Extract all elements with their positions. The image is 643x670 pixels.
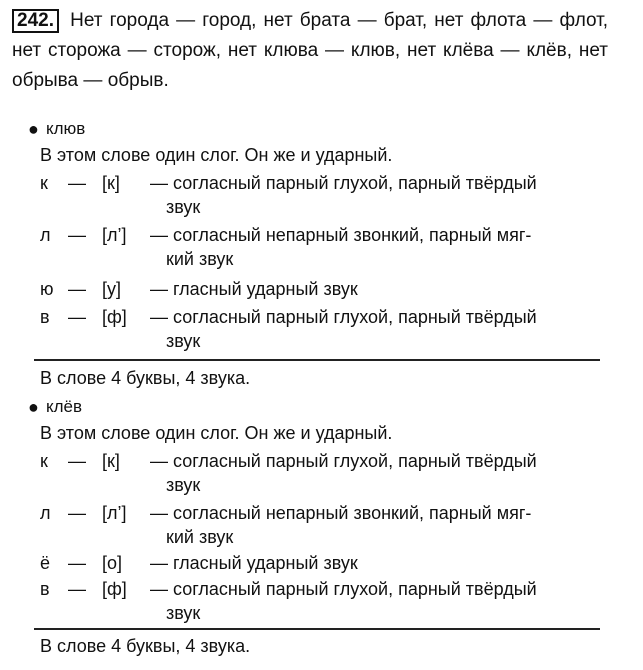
pair-3-base: флот bbox=[559, 10, 603, 31]
sound-description-cont: звук bbox=[166, 331, 201, 351]
sound-description: — согласный парный глухой, парный твёрдый bbox=[150, 579, 537, 599]
exercise-number: 242. bbox=[12, 9, 59, 33]
letter: в bbox=[40, 579, 50, 599]
pair-4-form: нет сторожа bbox=[12, 40, 121, 61]
sound-description: — согласный непарный звонкий, парный мяг- bbox=[150, 503, 532, 523]
dash: — bbox=[68, 173, 86, 193]
letter: в bbox=[40, 307, 50, 327]
summary-1: В слове 4 буквы, 4 звука. bbox=[40, 368, 251, 388]
pair-7-base: обрыв bbox=[107, 70, 164, 91]
sound: [л’] bbox=[102, 225, 127, 245]
sound-description-cont: кий звук bbox=[166, 527, 234, 547]
pair-3-sep: — bbox=[526, 10, 560, 31]
pair-5-sep: — bbox=[318, 40, 351, 61]
dash: — bbox=[68, 307, 86, 327]
bullet-icon: ● bbox=[28, 397, 39, 417]
sound: [о] bbox=[102, 553, 123, 573]
pair-2-base: брат bbox=[383, 10, 422, 31]
sound-description: — согласный непарный звонкий, парный мяг- bbox=[150, 225, 532, 245]
pair-1-form: Нет города bbox=[70, 10, 170, 31]
pair-6-sep: — bbox=[493, 40, 527, 61]
letter: к bbox=[40, 451, 48, 471]
pair-2-sep: — bbox=[350, 10, 384, 31]
syllable-note: В этом слове один слог. Он же и ударный. bbox=[40, 423, 393, 443]
letter: к bbox=[40, 173, 48, 193]
letter: ю bbox=[40, 279, 54, 299]
sound-description: — гласный ударный звук bbox=[150, 553, 358, 573]
bullet-icon: ● bbox=[28, 119, 39, 139]
sound: [у] bbox=[102, 279, 122, 299]
analyzed-word: клёв bbox=[46, 397, 83, 416]
dash: — bbox=[68, 225, 86, 245]
pair-6-form: нет клёва bbox=[407, 40, 494, 61]
analyzed-word: клюв bbox=[46, 119, 86, 138]
summary-2: В слове 4 буквы, 4 звука. bbox=[40, 636, 251, 656]
sound-description-cont: звук bbox=[166, 603, 201, 623]
sound-description-cont: звук bbox=[166, 475, 201, 495]
sound-description: — согласный парный глухой, парный твёрдый bbox=[150, 451, 537, 471]
sound-description-cont: звук bbox=[166, 197, 201, 217]
pair-1-sep: — bbox=[169, 10, 203, 31]
dash: — bbox=[68, 503, 86, 523]
letter: л bbox=[40, 225, 51, 245]
pair-5-form: нет клюва bbox=[227, 40, 319, 61]
sound: [ф] bbox=[102, 307, 127, 327]
divider bbox=[34, 628, 600, 630]
sound-description-cont: кий звук bbox=[166, 249, 234, 269]
sound: [к] bbox=[102, 173, 120, 193]
dash: — bbox=[68, 553, 86, 573]
letter: л bbox=[40, 503, 51, 523]
exercise-text: 242. Нет города — город, нет брата — брат, нет флота — флот, нет сторожа — сторож, нет клюва — клюв, нет клёва — клёв, нет обрыва — обрыв. bbox=[12, 10, 609, 91]
sound-description: — согласный парный глухой, парный твёрдый bbox=[150, 173, 537, 193]
pair-4-base: сторож bbox=[153, 40, 216, 61]
letter: ё bbox=[40, 553, 51, 573]
dash: — bbox=[68, 579, 86, 599]
pair-2-form: нет брата bbox=[263, 10, 351, 31]
pair-3-form: нет флота bbox=[434, 10, 527, 31]
syllable-note: В этом слове один слог. Он же и ударный. bbox=[40, 145, 393, 165]
sound-description: — согласный парный глухой, парный твёрдый bbox=[150, 307, 537, 327]
dash: — bbox=[68, 279, 86, 299]
pair-4-sep: — bbox=[120, 40, 154, 61]
divider bbox=[34, 359, 600, 361]
pair-7-sep: — bbox=[78, 70, 108, 91]
dash: — bbox=[68, 451, 86, 471]
pair-5-base: клюв bbox=[350, 40, 395, 61]
pair-1-base: город bbox=[202, 10, 252, 31]
pair-6-base: клёв bbox=[526, 40, 567, 61]
sound: [ф] bbox=[102, 579, 127, 599]
sound: [л’] bbox=[102, 503, 127, 523]
pair-7-form: нет обрыва bbox=[12, 40, 609, 91]
sound-description: — гласный ударный звук bbox=[150, 279, 358, 299]
sound: [к] bbox=[102, 451, 120, 471]
